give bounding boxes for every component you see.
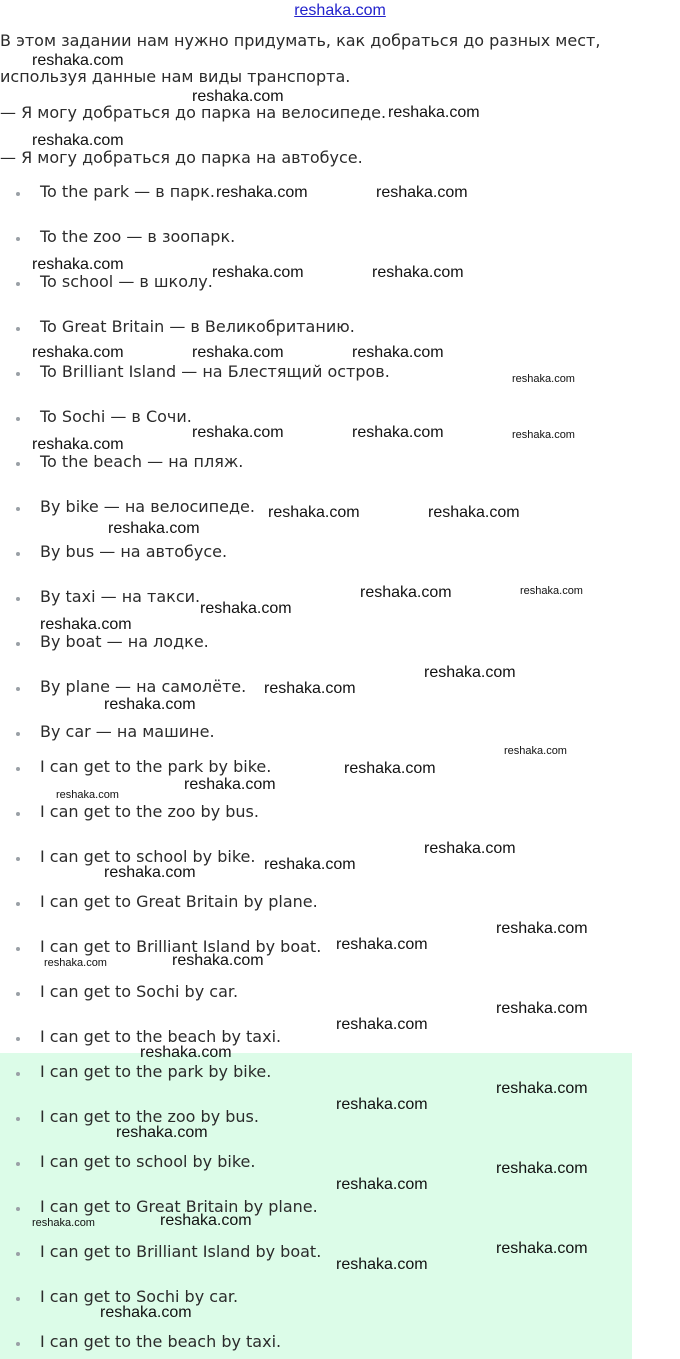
list-item: To school — в школу.: [0, 272, 640, 296]
watermark: reshaka.com: [336, 1096, 428, 1113]
bullet-icon: [16, 1072, 20, 1076]
watermark: reshaka.com: [32, 436, 124, 453]
bullet-icon: [16, 372, 20, 376]
watermark: reshaka.com: [268, 504, 360, 521]
list-item: By car — на машине.: [0, 722, 640, 746]
bullet-icon: [16, 462, 20, 466]
watermark: reshaka.com: [212, 264, 304, 281]
bullet-icon: [16, 1162, 20, 1166]
watermark: reshaka.com: [40, 616, 132, 633]
watermark: reshaka.com: [352, 344, 444, 361]
watermark: reshaka.com: [264, 680, 356, 697]
watermark: reshaka.com: [32, 132, 124, 149]
watermark: reshaka.com: [108, 520, 200, 537]
watermark: reshaka.com: [56, 789, 119, 801]
watermark: reshaka.com: [496, 920, 588, 937]
watermark: reshaka.com: [336, 936, 428, 953]
bullet-icon: [16, 597, 20, 601]
bullet-icon: [16, 642, 20, 646]
intro-line: используя данные нам виды транспорта.: [0, 67, 351, 86]
watermark: reshaka.com: [184, 776, 276, 793]
list-item: By bus — на автобусе.: [0, 542, 640, 566]
site-header-link[interactable]: reshaka.com: [294, 2, 386, 19]
watermark: reshaka.com: [216, 184, 308, 201]
bullet-icon: [16, 687, 20, 691]
answer-item: I can get to Sochi by car.: [0, 1287, 640, 1311]
intro-line: — Я могу добраться до парка на велосипеде.: [0, 103, 387, 122]
bullet-icon: [16, 282, 20, 286]
answer-item: I can get to the park by bike.: [0, 1062, 640, 1086]
list-item: I can get to Great Britain by plane.: [0, 892, 640, 916]
answer-item: I can get to the beach by taxi.: [0, 1332, 640, 1356]
watermark: reshaka.com: [172, 952, 264, 969]
bullet-icon: [16, 1252, 20, 1256]
list-item: I can get to the beach by taxi.: [0, 1027, 640, 1051]
watermark: reshaka.com: [424, 664, 516, 681]
bullet-icon: [16, 192, 20, 196]
watermark: reshaka.com: [32, 1217, 95, 1229]
watermark: reshaka.com: [360, 584, 452, 601]
watermark: reshaka.com: [424, 840, 516, 857]
watermark: reshaka.com: [160, 1212, 252, 1229]
bullet-icon: [16, 237, 20, 241]
answer-item: I can get to school by bike.: [0, 1152, 640, 1176]
watermark: reshaka.com: [192, 424, 284, 441]
list-item: I can get to the park by bike.: [0, 757, 640, 781]
watermark: reshaka.com: [104, 696, 196, 713]
watermark: reshaka.com: [372, 264, 464, 281]
bullet-icon: [16, 1117, 20, 1121]
watermark: reshaka.com: [376, 184, 468, 201]
list-item: By plane — на самолёте.: [0, 677, 640, 701]
watermark: reshaka.com: [496, 1240, 588, 1257]
watermark: reshaka.com: [504, 745, 567, 757]
watermark: reshaka.com: [100, 1304, 192, 1321]
watermark: reshaka.com: [336, 1176, 428, 1193]
list-item: I can get to school by bike.: [0, 847, 640, 871]
list-item: To the beach — на пляж.: [0, 452, 640, 476]
bullet-icon: [16, 902, 20, 906]
watermark: reshaka.com: [496, 1160, 588, 1177]
answer-item: I can get to Brilliant Island by boat.: [0, 1242, 640, 1266]
answer-item: I can get to the zoo by bus.: [0, 1107, 640, 1131]
watermark: reshaka.com: [496, 1080, 588, 1097]
watermark: reshaka.com: [32, 52, 124, 69]
answer-item: I can get to Great Britain by plane.: [0, 1197, 640, 1221]
bullet-icon: [16, 947, 20, 951]
bullet-icon: [16, 507, 20, 511]
bullet-icon: [16, 552, 20, 556]
watermark: reshaka.com: [104, 864, 196, 881]
list-item: To Great Britain — в Великобританию.: [0, 317, 640, 341]
watermark: reshaka.com: [352, 424, 444, 441]
list-item: To Sochi — в Сочи.: [0, 407, 640, 431]
list-item: I can get to Sochi by car.: [0, 982, 640, 1006]
watermark: reshaka.com: [336, 1016, 428, 1033]
watermark: reshaka.com: [192, 344, 284, 361]
intro-line: — Я могу добраться до парка на автобусе.: [0, 148, 363, 167]
list-item: To Brilliant Island — на Блестящий остров.: [0, 362, 640, 386]
list-item: To the park — в парк.: [0, 182, 640, 206]
bullet-icon: [16, 812, 20, 816]
watermark: reshaka.com: [388, 104, 480, 121]
list-item: To the zoo — в зоопарк.: [0, 227, 640, 251]
list-item: I can get to Brilliant Island by boat.: [0, 937, 640, 961]
watermark: reshaka.com: [32, 344, 124, 361]
watermark: reshaka.com: [32, 256, 124, 273]
watermark: reshaka.com: [512, 429, 575, 441]
watermark: reshaka.com: [192, 88, 284, 105]
list-item: By boat — на лодке.: [0, 632, 640, 656]
watermark: reshaka.com: [140, 1044, 232, 1061]
watermark: reshaka.com: [520, 585, 583, 597]
watermark: reshaka.com: [512, 373, 575, 385]
list-item: By bike — на велосипеде.: [0, 497, 640, 521]
watermark: reshaka.com: [428, 504, 520, 521]
watermark: reshaka.com: [44, 957, 107, 969]
bullet-icon: [16, 1037, 20, 1041]
watermark: reshaka.com: [496, 1000, 588, 1017]
intro-line: В этом задании нам нужно придумать, как добраться до разных мест,: [0, 31, 601, 50]
bullet-icon: [16, 1297, 20, 1301]
watermark: reshaka.com: [264, 856, 356, 873]
bullet-icon: [16, 1342, 20, 1346]
bullet-icon: [16, 1207, 20, 1211]
bullet-icon: [16, 732, 20, 736]
bullet-icon: [16, 327, 20, 331]
list-item: I can get to the zoo by bus.: [0, 802, 640, 826]
bullet-icon: [16, 992, 20, 996]
watermark: reshaka.com: [200, 600, 292, 617]
watermark: reshaka.com: [116, 1124, 208, 1141]
bullet-icon: [16, 417, 20, 421]
watermark: reshaka.com: [344, 760, 436, 777]
bullet-icon: [16, 857, 20, 861]
bullet-icon: [16, 767, 20, 771]
list-item: By taxi — на такси.: [0, 587, 640, 611]
watermark: reshaka.com: [336, 1256, 428, 1273]
